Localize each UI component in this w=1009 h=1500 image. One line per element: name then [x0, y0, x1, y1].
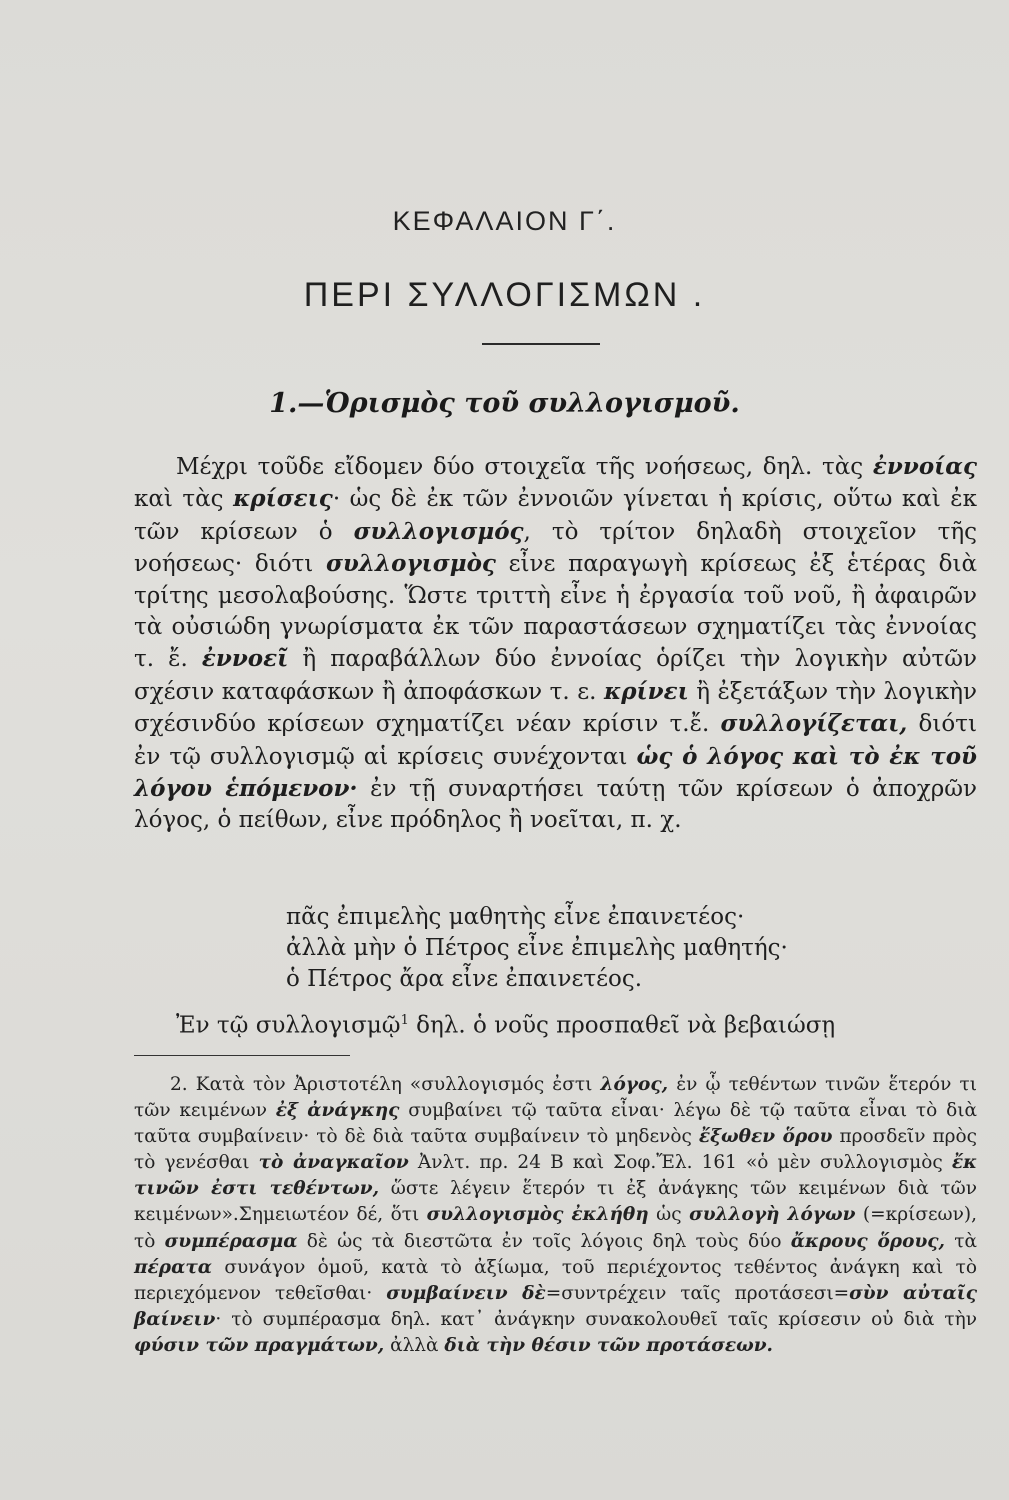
- term-emphasis: κρίνει: [604, 677, 689, 705]
- footnote-emphasis: τὸ ἀναγκαῖον: [258, 1152, 409, 1174]
- body-text-run: ἢ παραβάλλων δύο ἐννοίας ὁρίζει τὴν λογικὴν αὐτῶν σχέσιν καταφάσκων ἢ ἀποφάσκων τ. ε.: [134, 646, 977, 705]
- body-text-run: ἢ ἐξετάξων τὴν λογικὴν σχέσινδύο κρίσεων σχηματίζει νέαν κρίσιν τ.ἔ.: [134, 678, 978, 738]
- syllogism-major-premise: πᾶς ἐπιμελὴς μαθητὴς εἶνε ἐπαινετέος·: [286, 904, 745, 930]
- chapter-label: ΚΕΦΑΛΑΙΟΝ Γ΄.: [392, 206, 617, 236]
- footnote-emphasis: διὰ τὴν θέσιν τῶν προτάσεων.: [444, 1334, 773, 1356]
- footnote-emphasis: ἔκ τινῶν ἐστι τεθέντων,: [134, 1152, 977, 1200]
- footnote-text-run: ὥστε λέγειν ἕτερόν τι ἐξ ἀνάγκης τῶν κειμένων διὰ τῶν κειμένων».Σημειωτέον δέ, ὅτι: [134, 1178, 977, 1226]
- footnote-emphasis: ἐξ ἀνάγκης: [275, 1100, 400, 1122]
- body-text-run: καὶ τὰς: [134, 486, 234, 513]
- syllogism-minor-premise: ἀλλὰ μὴν ὁ Πέτρος εἶνε ἐπιμελὴς μαθητής·: [286, 935, 788, 961]
- footnote-text-run: δὲ ὡς τὰ διεστῶτα ἐν τοῖς λόγοις δηλ τοὺς δύο: [297, 1230, 791, 1252]
- footnote-text-run: συνάγον ὁμοῦ, κατὰ τὸ ἀξίωμα, τοῦ περιέχοντος τεθέντος ἀνάγκη καὶ τὸ περιεχόμενον τεθεῖσθαι·: [134, 1256, 977, 1304]
- footnote-text-run: ἐν ᾧ τεθέντων τινῶν ἕτερόν τι τῶν κειμένων: [134, 1074, 977, 1122]
- body-paragraph: [134, 451, 977, 837]
- body-text-run: Μέχρι τοῦδε εἴδομεν δύο στοιχεῖα τῆς νοήσεως, δηλ. τὰς: [176, 454, 873, 480]
- term-emphasis: συλλογισμὸς: [325, 550, 496, 578]
- term-emphasis: ἐννοίας: [872, 453, 977, 480]
- footnote-text-run: προσδεῖν πρὸς τὸ γενέσθαι: [134, 1126, 977, 1174]
- body-text-run: εἶνε παραγωγὴ κρίσεως ἐξ ἑτέρας διὰ τρίτης μεσολαβούσης. Ὥστε τριττὴ εἶνε ἡ ἐργασία τοῦ νοῦ, ἢ ἀφαιρῶν τὰ οὐσιώδη γνωρίσματα ἐκ τῶν παραστάσεων σχηματίζει τὰς ἐννοίας τ. ἔ.: [134, 551, 977, 673]
- footnote-text-run: ὡς: [648, 1204, 690, 1226]
- footnote-emphasis: φύσιν τῶν πραγμάτων,: [134, 1334, 385, 1356]
- syllogism-conclusion: ὁ Πέτρος ἄρα εἶνε ἐπαινετέος.: [286, 966, 643, 992]
- body-text-run: , τὸ τρίτον δηλαδὴ στοιχεῖον τῆς νοήσεως· διότι: [134, 518, 977, 578]
- body-text-run: διότι ἐν τῷ συλλογισμῷ αἱ κρίσεις συνέχονται: [134, 711, 977, 770]
- term-emphasis: κρίσεις: [233, 485, 333, 513]
- footnote-emphasis: ἔξωθεν ὅρου: [698, 1126, 833, 1148]
- footnote-text-run: τὰ: [944, 1230, 977, 1252]
- chapter-title: ΠΕΡΙ ΣΥΛΛΟΓΙΣΜΩΝ .: [303, 276, 706, 314]
- footnote-marker: 1: [400, 1013, 409, 1028]
- footnote-emphasis: σὺν αὐταῖς βαίνειν: [134, 1282, 977, 1330]
- footnote-text-run: =συντρέχειν ταῖς προτάσεσι=: [545, 1282, 850, 1304]
- footnote-emphasis: συλλογισμὸς ἐκλήθη: [426, 1204, 649, 1226]
- term-emphasis: συλλογίζεται,: [720, 710, 908, 738]
- footnote-text-run: Ἀνλτ. πρ. 24 Β καὶ Σοφ.Ἔλ. 161 «ὁ μὲν συλλογισμὸς: [408, 1152, 952, 1174]
- footnote-text-run: ἀλλὰ: [384, 1334, 445, 1356]
- footnote-emphasis: συλλογὴ λόγων: [689, 1204, 856, 1226]
- term-emphasis: συλλογισμός: [353, 517, 524, 545]
- footnote-divider: [134, 1055, 350, 1056]
- body-text-run: δηλ. ὁ νοῦς προσπαθεῖ νὰ βεβαιώσῃ: [408, 1012, 836, 1039]
- section-heading: 1.—Ὁρισμὸς τοῦ συλλογισμοῦ.: [269, 388, 740, 419]
- footnote-emphasis: συμπέρασμα: [164, 1230, 298, 1252]
- footnote-text-run: συμβαίνει τῷ ταῦτα εἶναι· λέγω δὲ τῷ ταῦτα εἶναι τὸ διὰ ταῦτα συμβαίνειν· τὸ δὲ διὰ ταῦτα συμβαίνειν τὸ μηδενὸς: [134, 1100, 977, 1148]
- footnote-emphasis: ἄκρους ὅρους,: [790, 1230, 945, 1252]
- body-paragraph-continued: [134, 1005, 977, 1042]
- title-divider: [482, 343, 600, 345]
- body-text-run: · ὡς δὲ ἐκ τῶν ἐννοιῶν γίνεται ἡ κρίσις, οὕτω καὶ ἐκ τῶν κρίσεων ὁ: [134, 486, 977, 545]
- footnote-text-run: · τὸ συμπέρασμα δηλ. κατ᾽ ἀνάγκην συνακολουθεῖ ταῖς κρίσεσιν οὐ διὰ τὴν: [215, 1308, 977, 1330]
- footnote-emphasis: συμβαίνειν δὲ: [386, 1282, 546, 1304]
- body-text-run: Ἐν τῷ συλλογισμῷ: [176, 1012, 401, 1039]
- term-emphasis: ὡς ὁ λόγος καὶ τὸ ἐκ τοῦ λόγου ἑπόμενον·: [134, 742, 978, 803]
- footnote-text-run: 2. Κατὰ τὸν Ἀριστοτέλη «συλλογισμός ἐστι: [170, 1074, 601, 1095]
- footnote: [134, 1072, 977, 1359]
- footnote-emphasis: πέρατα: [134, 1256, 213, 1278]
- footnote-emphasis: λόγος,: [600, 1074, 669, 1095]
- footnote-text-run: (=κρίσεων), τὸ: [134, 1204, 977, 1252]
- body-text-run: ἐν τῇ συναρτήσει ταύτῃ τῶν κρίσεων ὁ ἀποχρῶν λόγος, ὁ πείθων, εἶνε πρόδηλος ἢ νοεῖται, π. χ.: [134, 776, 977, 834]
- term-emphasis: ἐννοεῖ: [201, 645, 289, 673]
